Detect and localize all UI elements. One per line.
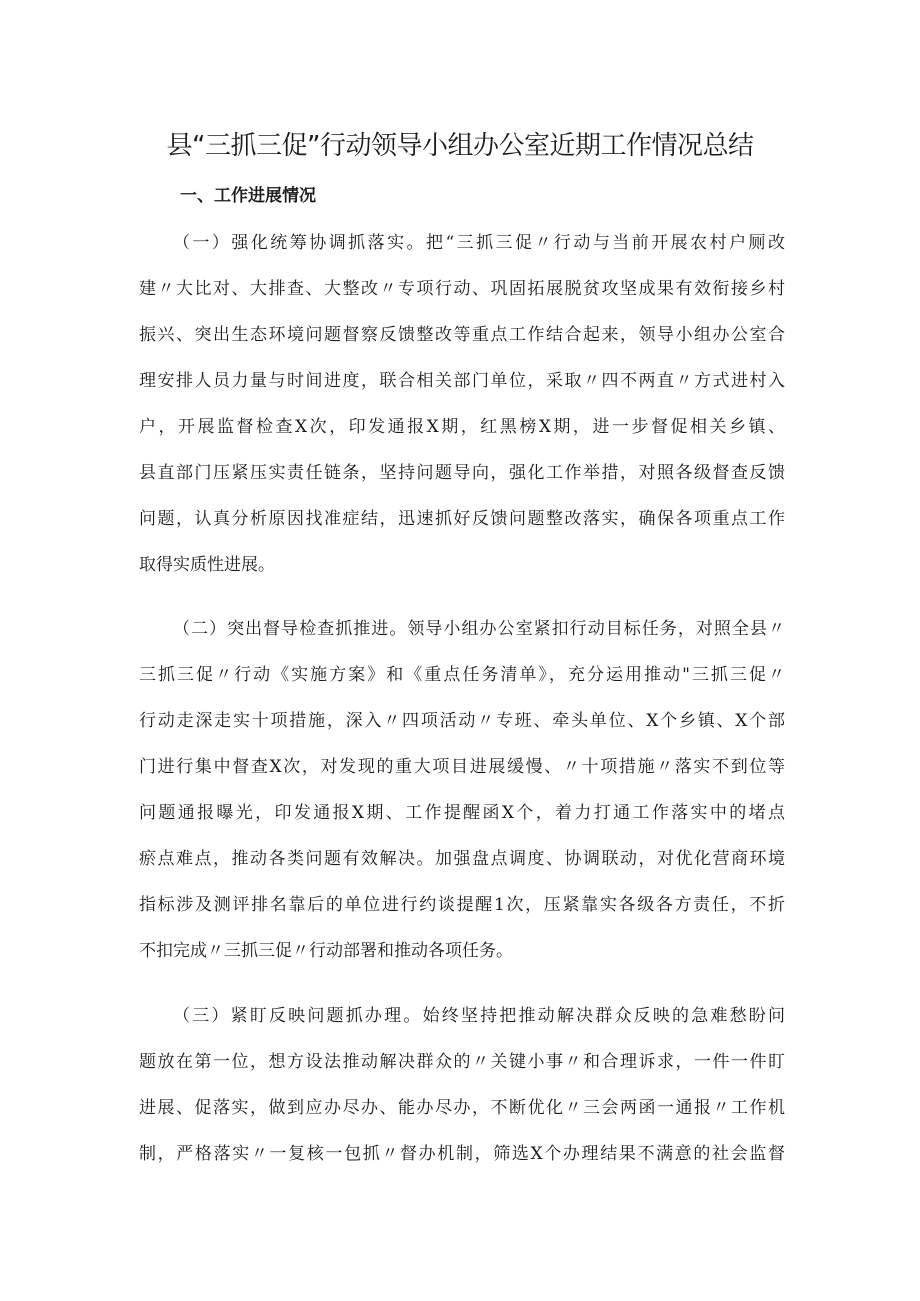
document-title: 县“三抓三促”行动领导小组办公室近期工作情况总结: [166, 131, 754, 161]
paragraph-3: [139, 993, 785, 1177]
paragraph-line: 县直部门压紧压实责任链条，坚持问题导向，强化工作举措，对照各级督查反馈: [139, 463, 785, 483]
paragraph-line: 振兴、突出生态环境问题督察反馈整改等重点工作结合起来，领导小组办公室合: [139, 325, 785, 345]
paragraph-line: 取得实质性进展。: [139, 555, 275, 575]
paragraph-line: 门进行集中督查X次，对发现的重大项目进展缓慢、〃十项措施〃落实不到位等: [139, 757, 785, 777]
paragraph-line: 指标涉及测评排名靠后的单位进行约谈提醒1次，压紧靠实各级各方责任，不折: [139, 895, 785, 915]
paragraph-line: 户，开展监督检查X次，印发通报X期，红黑榜X期，进一步督促相关乡镇、: [139, 417, 785, 437]
paragraph-line: 理安排人员力量与时间进度，联合相关部门单位，采取〃四不两直〃方式进村入: [139, 371, 785, 391]
paragraph-1: [139, 220, 785, 588]
paragraph-line: 问题，认真分析原因找准症结，迅速抓好反馈问题整改落实，确保各项重点工作: [139, 509, 785, 529]
paragraph-line: 问题通报曝光，印发通报X期、工作提醒函X个，着力打通工作落实中的堵点: [139, 803, 785, 823]
paragraph-line: 行动走深走实十项措施，深入〃四项活动〃专班、牵头单位、X个乡镇、X个部: [139, 711, 785, 731]
paragraph-line: 制，严格落实〃一复核一包抓〃督办机制，筛选X个办理结果不满意的社会监督: [139, 1144, 785, 1164]
paragraph-line: 建〃大比对、大排查、大整改〃专项行动、巩固拓展脱贫攻坚成果有效衔接乡村: [139, 279, 785, 299]
paragraph-2: [139, 606, 785, 974]
paragraph-line: （一）强化统筹协调抓落实。把“三抓三促〃行动与当前开展农村户厕改: [173, 233, 785, 253]
paragraph-line: （二）突出督导检查抓推进。领导小组办公室紧扣行动目标任务，对照全县〃: [173, 619, 785, 639]
paragraph-line: （三）紧盯反映问题抓办理。始终坚持把推动解决群众反映的急难愁盼问: [173, 1006, 785, 1026]
paragraph-line: 不扣完成〃三抓三促〃行动部署和推动各项任务。: [139, 941, 513, 961]
paragraph-line: 三抓三促〃行动《实施方案》和《重点任务清单》，充分运用推动"三抓三促〃: [139, 665, 785, 685]
paragraph-line: 进展、促落实，做到应办尽办、能办尽办，不断优化〃三会两函一通报〃工作机: [139, 1098, 785, 1118]
paragraph-line: 题放在第一位，想方设法推动解决群众的〃关键小事〃和合理诉求，一件一件盯: [139, 1052, 785, 1072]
section-heading: 一、工作进展情况: [180, 186, 316, 206]
paragraph-line: 瘀点难点，推动各类问题有效解决。加强盘点调度、协调联动，对优化营商环境: [139, 849, 785, 869]
